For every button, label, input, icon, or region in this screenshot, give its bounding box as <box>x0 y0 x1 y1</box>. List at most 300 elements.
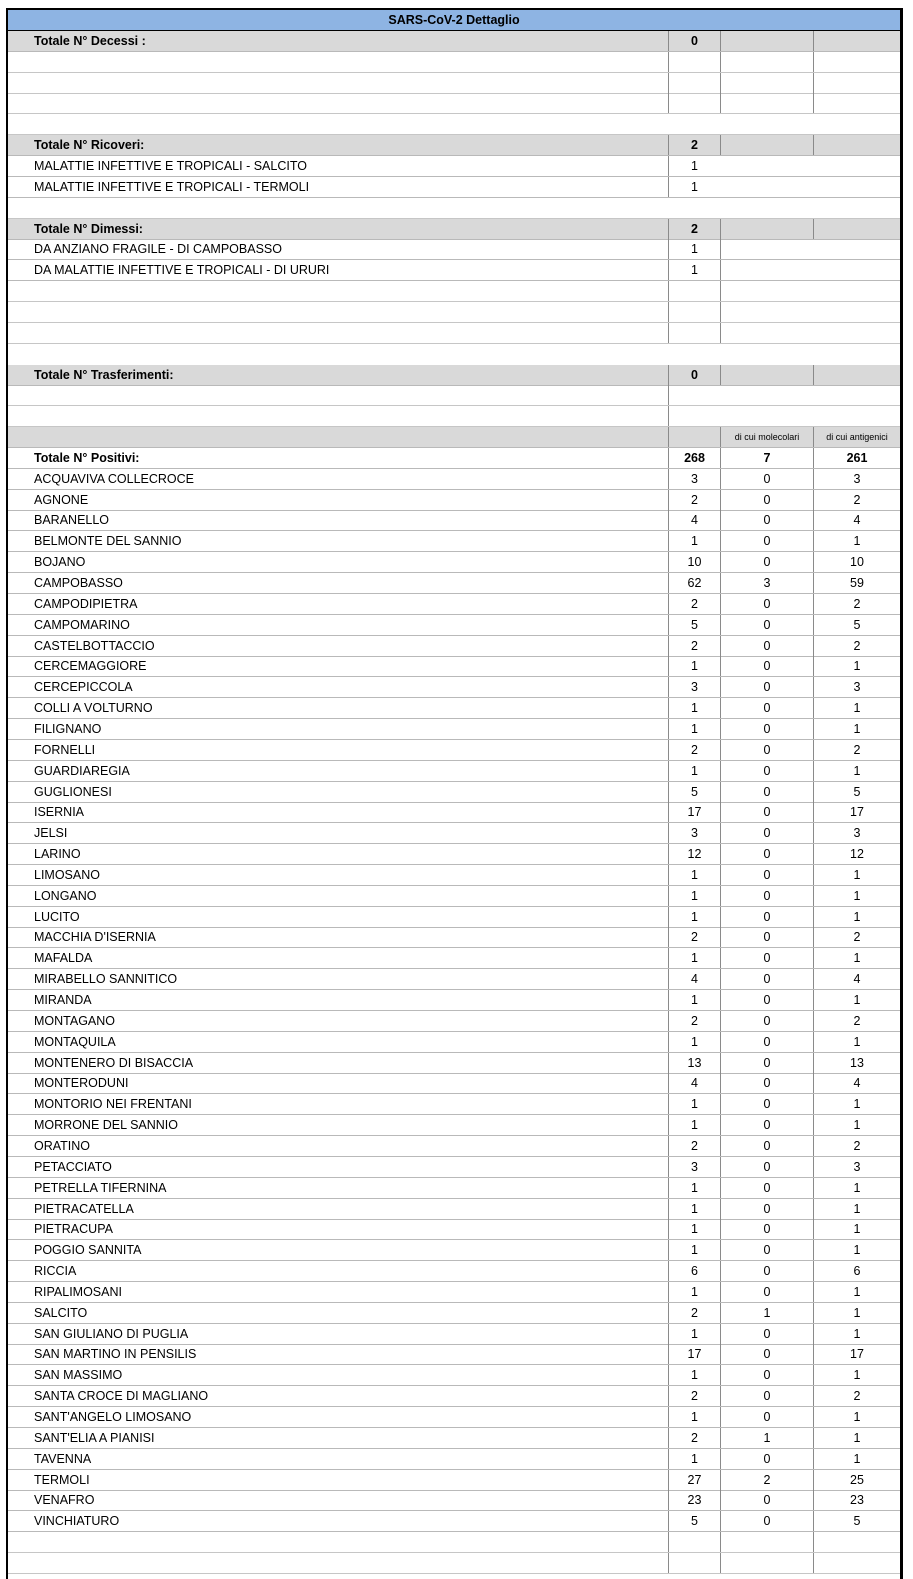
comune-molecolari[interactable]: 0 <box>720 907 813 927</box>
row-antigenici[interactable] <box>813 52 900 72</box>
comune-name[interactable]: CAMPODIPIETRA <box>34 596 138 611</box>
comune-total[interactable]: 1 <box>668 1449 720 1469</box>
comune-total[interactable]: 2 <box>668 594 720 614</box>
comune-total[interactable]: 1 <box>668 1240 720 1260</box>
row-molecolari[interactable] <box>720 52 813 72</box>
comune-molecolari[interactable]: 0 <box>720 698 813 718</box>
comune-molecolari[interactable]: 0 <box>720 865 813 885</box>
comune-antigenici[interactable]: 4 <box>813 969 900 989</box>
comune-name[interactable]: MONTERODUNI <box>34 1076 129 1091</box>
comune-molecolari[interactable]: 0 <box>720 1199 813 1219</box>
comune-name[interactable]: GUARDIAREGIA <box>34 763 130 778</box>
trasferimenti-total[interactable]: 0 <box>668 365 720 385</box>
comune-antigenici[interactable]: 2 <box>813 594 900 614</box>
comune-name[interactable]: AGNONE <box>34 492 89 507</box>
comune-total[interactable]: 6 <box>668 1261 720 1281</box>
comune-total[interactable]: 2 <box>668 1011 720 1031</box>
decessi-label[interactable]: Totale N° Decessi : <box>34 33 146 48</box>
row-label[interactable] <box>34 427 668 447</box>
comune-antigenici[interactable]: 1 <box>813 1303 900 1323</box>
comune-molecolari[interactable]: 0 <box>720 615 813 635</box>
comune-antigenici[interactable]: 1 <box>813 1449 900 1469</box>
dimessi-item-row <box>8 239 900 260</box>
comune-total[interactable]: 17 <box>668 802 720 822</box>
row-label[interactable] <box>34 385 668 405</box>
row-molecolari[interactable] <box>720 365 813 385</box>
row-antigenici[interactable] <box>813 219 900 239</box>
comune-name[interactable]: COLLI A VOLTURNO <box>34 701 153 716</box>
row-total[interactable] <box>668 93 720 113</box>
row-label[interactable] <box>34 302 668 322</box>
row-label[interactable] <box>34 1553 668 1573</box>
row-total[interactable] <box>668 1553 720 1573</box>
comune-antigenici[interactable]: 23 <box>813 1490 900 1510</box>
comune-row <box>8 1386 900 1407</box>
comune-total[interactable]: 3 <box>668 823 720 843</box>
comune-antigenici[interactable]: 1 <box>813 761 900 781</box>
row-molecolari[interactable] <box>720 302 813 322</box>
comune-molecolari[interactable]: 0 <box>720 636 813 656</box>
comune-total[interactable]: 2 <box>668 636 720 656</box>
comune-molecolari[interactable]: 0 <box>720 1344 813 1364</box>
comune-total[interactable]: 27 <box>668 1470 720 1490</box>
comune-molecolari[interactable]: 0 <box>720 531 813 551</box>
comune-molecolari[interactable]: 0 <box>720 1511 813 1531</box>
comune-row <box>8 469 900 490</box>
row-total[interactable] <box>668 323 720 343</box>
comune-antigenici[interactable]: 4 <box>813 1073 900 1093</box>
positivi-molecolari[interactable]: 7 <box>720 448 813 468</box>
trasferimenti-label[interactable]: Totale N° Trasferimenti: <box>34 367 174 382</box>
comune-molecolari[interactable]: 0 <box>720 656 813 676</box>
comune-name[interactable]: VINCHIATURO <box>34 1514 120 1529</box>
comune-row <box>8 1157 900 1178</box>
comune-total[interactable]: 5 <box>668 782 720 802</box>
comune-antigenici[interactable]: 4 <box>813 510 900 530</box>
comune-name[interactable]: LUCITO <box>34 909 80 924</box>
comune-molecolari[interactable]: 0 <box>720 677 813 697</box>
row-label[interactable]: MALATTIE INFETTIVE E TROPICALI - SALCITO <box>34 158 307 173</box>
comune-molecolari[interactable]: 0 <box>720 1136 813 1156</box>
comune-molecolari[interactable]: 0 <box>720 1490 813 1510</box>
comune-molecolari[interactable]: 0 <box>720 990 813 1010</box>
comune-name[interactable]: VENAFRO <box>34 1493 95 1508</box>
comune-total[interactable]: 1 <box>668 1282 720 1302</box>
empty-row <box>8 281 900 302</box>
comune-total[interactable]: 10 <box>668 552 720 572</box>
positivi-antigenici[interactable]: 261 <box>813 448 900 468</box>
comune-total[interactable]: 1 <box>668 1094 720 1114</box>
comune-total[interactable]: 1 <box>668 886 720 906</box>
comune-molecolari[interactable]: 0 <box>720 552 813 572</box>
comune-name[interactable]: GUGLIONESI <box>34 784 112 799</box>
comune-total[interactable]: 13 <box>668 1053 720 1073</box>
comune-antigenici[interactable]: 2 <box>813 490 900 510</box>
row-total[interactable] <box>668 385 720 405</box>
comune-total[interactable]: 62 <box>668 573 720 593</box>
comune-name[interactable]: POGGIO SANNITA <box>34 1243 142 1258</box>
comune-antigenici[interactable]: 25 <box>813 1470 900 1490</box>
comune-antigenici[interactable]: 1 <box>813 719 900 739</box>
row-label[interactable] <box>34 73 668 93</box>
row-molecolari[interactable] <box>720 1532 813 1552</box>
comune-name[interactable]: FORNELLI <box>34 742 96 757</box>
comune-name[interactable]: RIPALIMOSANI <box>34 1284 122 1299</box>
title-row <box>8 10 900 31</box>
comune-name[interactable]: CAMPOBASSO <box>34 576 123 590</box>
comune-name[interactable]: PETRELLA TIFERNINA <box>34 1180 167 1195</box>
row-total[interactable] <box>668 302 720 322</box>
comune-total[interactable]: 5 <box>668 1511 720 1531</box>
comune-antigenici[interactable]: 1 <box>813 948 900 968</box>
comune-antigenici[interactable]: 10 <box>813 552 900 572</box>
comune-name[interactable]: BOJANO <box>34 555 86 570</box>
comune-antigenici[interactable]: 1 <box>813 531 900 551</box>
comune-antigenici[interactable]: 1 <box>813 1282 900 1302</box>
comune-total[interactable]: 1 <box>668 719 720 739</box>
decessi-total[interactable]: 0 <box>668 31 720 51</box>
comune-name[interactable]: SANT'ANGELO LIMOSANO <box>34 1409 192 1424</box>
comune-antigenici[interactable]: 1 <box>813 1240 900 1260</box>
row-molecolari[interactable] <box>720 93 813 113</box>
comune-antigenici[interactable]: 2 <box>813 636 900 656</box>
comune-molecolari[interactable]: 0 <box>720 948 813 968</box>
row-molecolari[interactable] <box>720 1553 813 1573</box>
row-total[interactable]: 1 <box>668 156 720 176</box>
comune-name[interactable]: CERCEMAGGIORE <box>34 659 147 674</box>
comune-name[interactable]: BELMONTE DEL SANNIO <box>34 534 182 549</box>
comune-total[interactable]: 4 <box>668 1073 720 1093</box>
comune-antigenici[interactable]: 3 <box>813 823 900 843</box>
comune-name[interactable]: PIETRACATELLA <box>34 1201 134 1216</box>
comune-name[interactable]: SALCITO <box>34 1305 88 1320</box>
comune-antigenici[interactable]: 1 <box>813 907 900 927</box>
comune-total[interactable]: 1 <box>668 865 720 885</box>
row-antigenici[interactable] <box>813 1553 900 1573</box>
comune-antigenici[interactable]: 6 <box>813 1261 900 1281</box>
row-total[interactable] <box>668 52 720 72</box>
comune-name[interactable]: SANTA CROCE DI MAGLIANO <box>34 1389 209 1404</box>
comune-row <box>8 1282 900 1303</box>
row-label[interactable] <box>34 1532 668 1552</box>
comune-antigenici[interactable]: 1 <box>813 1365 900 1385</box>
comune-total[interactable]: 5 <box>668 615 720 635</box>
comune-total[interactable]: 2 <box>668 1428 720 1448</box>
comune-antigenici[interactable]: 1 <box>813 656 900 676</box>
comune-antigenici[interactable]: 1 <box>813 1094 900 1114</box>
row-total[interactable]: 1 <box>668 260 720 280</box>
dimessi-label[interactable]: Totale N° Dimessi: <box>34 221 143 236</box>
comune-row <box>8 1240 900 1261</box>
comune-total[interactable]: 1 <box>668 698 720 718</box>
empty-row <box>8 73 900 94</box>
comune-molecolari[interactable]: 0 <box>720 1324 813 1344</box>
comune-antigenici[interactable]: 2 <box>813 1386 900 1406</box>
row-antigenici[interactable] <box>813 31 900 51</box>
comune-molecolari[interactable]: 0 <box>720 490 813 510</box>
positivi-total[interactable]: 268 <box>668 448 720 468</box>
comune-total[interactable]: 2 <box>668 1136 720 1156</box>
comune-molecolari[interactable]: 1 <box>720 1428 813 1448</box>
comune-name[interactable]: MIRABELLO SANNITICO <box>34 972 178 987</box>
comune-antigenici[interactable]: 1 <box>813 865 900 885</box>
comune-name[interactable]: CAMPOMARINO <box>34 617 130 632</box>
comune-name[interactable]: MORRONE DEL SANNIO <box>34 1118 179 1133</box>
comune-molecolari[interactable]: 0 <box>720 469 813 489</box>
row-molecolari[interactable] <box>720 281 813 301</box>
comune-total[interactable]: 1 <box>668 761 720 781</box>
row-label[interactable] <box>34 198 668 218</box>
row-label[interactable] <box>34 114 668 134</box>
comune-antigenici[interactable]: 3 <box>813 469 900 489</box>
comune-total[interactable]: 1 <box>668 990 720 1010</box>
ricoveri-total[interactable]: 2 <box>668 135 720 155</box>
comune-antigenici[interactable]: 1 <box>813 1178 900 1198</box>
comune-total[interactable]: 23 <box>668 1490 720 1510</box>
comune-molecolari[interactable]: 0 <box>720 1032 813 1052</box>
comune-name[interactable]: MONTORIO NEI FRENTANI <box>34 1097 192 1112</box>
comune-antigenici[interactable]: 1 <box>813 1407 900 1427</box>
comune-row <box>8 1032 900 1053</box>
row-antigenici[interactable] <box>813 365 900 385</box>
comune-name[interactable]: SAN MASSIMO <box>34 1368 123 1383</box>
comune-antigenici[interactable]: 1 <box>813 698 900 718</box>
row-label[interactable]: MALATTIE INFETTIVE E TROPICALI - TERMOLI <box>34 179 310 194</box>
comune-name[interactable]: ORATINO <box>34 1138 91 1153</box>
comune-name[interactable]: JELSI <box>34 826 68 841</box>
comune-total[interactable]: 4 <box>668 969 720 989</box>
row-label[interactable]: DA MALATTIE INFETTIVE E TROPICALI - DI URURI <box>34 263 330 278</box>
comune-antigenici[interactable]: 1 <box>813 1428 900 1448</box>
comune-name[interactable]: MONTENERO DI BISACCIA <box>34 1055 194 1070</box>
comune-molecolari[interactable]: 0 <box>720 844 813 864</box>
row-label[interactable] <box>34 52 668 72</box>
comune-total[interactable]: 2 <box>668 1303 720 1323</box>
comune-antigenici[interactable]: 12 <box>813 844 900 864</box>
col-header-antigenici[interactable]: di cui antigenici <box>813 427 900 447</box>
comune-antigenici[interactable]: 3 <box>813 677 900 697</box>
comune-molecolari[interactable]: 0 <box>720 761 813 781</box>
comune-antigenici[interactable]: 1 <box>813 1032 900 1052</box>
empty-row <box>8 1553 900 1574</box>
row-total[interactable]: 1 <box>668 239 720 259</box>
comune-antigenici[interactable]: 17 <box>813 802 900 822</box>
comune-total[interactable]: 1 <box>668 1032 720 1052</box>
comune-row <box>8 573 900 594</box>
row-molecolari[interactable] <box>720 219 813 239</box>
comune-antigenici[interactable]: 1 <box>813 1324 900 1344</box>
comune-total[interactable]: 1 <box>668 1365 720 1385</box>
comune-molecolari[interactable]: 3 <box>720 573 813 593</box>
comune-row <box>8 1136 900 1157</box>
comune-total[interactable]: 1 <box>668 1407 720 1427</box>
row-total[interactable] <box>668 1532 720 1552</box>
comune-row <box>8 615 900 636</box>
comune-molecolari[interactable]: 0 <box>720 886 813 906</box>
comune-name[interactable]: LIMOSANO <box>34 867 100 882</box>
row-antigenici[interactable] <box>813 73 900 93</box>
comune-total[interactable]: 4 <box>668 510 720 530</box>
positivi-label[interactable]: Totale N° Positivi: <box>34 450 140 465</box>
row-label[interactable] <box>34 323 668 343</box>
ricoveri-label[interactable]: Totale N° Ricoveri: <box>34 138 145 153</box>
row-molecolari[interactable] <box>720 31 813 51</box>
row-total[interactable] <box>668 281 720 301</box>
comune-name[interactable]: FILIGNANO <box>34 721 102 736</box>
row-molecolari[interactable] <box>720 323 813 343</box>
comune-total[interactable]: 1 <box>668 1324 720 1344</box>
row-total[interactable] <box>668 406 720 426</box>
comune-molecolari[interactable]: 0 <box>720 1386 813 1406</box>
comune-antigenici[interactable]: 2 <box>813 927 900 947</box>
comune-row <box>8 761 900 782</box>
comune-name[interactable]: MONTAQUILA <box>34 1034 116 1049</box>
row-molecolari[interactable] <box>720 260 813 280</box>
comune-name[interactable]: LARINO <box>34 847 81 861</box>
comune-molecolari[interactable]: 0 <box>720 823 813 843</box>
comune-name[interactable]: PETACCIATO <box>34 1159 112 1174</box>
comune-row <box>8 1094 900 1115</box>
col-header-molecolari[interactable]: di cui molecolari <box>720 427 813 447</box>
comune-name[interactable]: CERCEPICCOLA <box>34 680 133 695</box>
comune-name[interactable]: RICCIA <box>34 1264 77 1278</box>
comune-antigenici[interactable]: 59 <box>813 573 900 593</box>
comune-row <box>8 1011 900 1032</box>
comune-molecolari[interactable]: 0 <box>720 594 813 614</box>
comune-total[interactable]: 17 <box>668 1344 720 1364</box>
comune-row <box>8 552 900 573</box>
comune-molecolari[interactable]: 0 <box>720 1261 813 1281</box>
comune-row <box>8 656 900 677</box>
comune-molecolari[interactable]: 0 <box>720 719 813 739</box>
comune-total[interactable]: 2 <box>668 927 720 947</box>
row-total[interactable] <box>668 427 720 447</box>
comune-total[interactable]: 1 <box>668 948 720 968</box>
comune-antigenici[interactable]: 5 <box>813 615 900 635</box>
comune-name[interactable]: CASTELBOTTACCIO <box>34 638 155 653</box>
comune-total[interactable]: 3 <box>668 1157 720 1177</box>
comune-antigenici[interactable]: 2 <box>813 740 900 760</box>
row-antigenici[interactable] <box>813 1532 900 1552</box>
row-molecolari[interactable] <box>720 73 813 93</box>
comune-molecolari[interactable]: 0 <box>720 782 813 802</box>
comune-antigenici[interactable]: 1 <box>813 1199 900 1219</box>
row-label[interactable] <box>34 344 668 364</box>
comune-name[interactable]: ISERNIA <box>34 805 85 820</box>
comune-total[interactable]: 2 <box>668 740 720 760</box>
comune-molecolari[interactable]: 0 <box>720 1282 813 1302</box>
comune-total[interactable]: 3 <box>668 677 720 697</box>
comune-molecolari[interactable]: 0 <box>720 1365 813 1385</box>
comune-antigenici[interactable]: 13 <box>813 1053 900 1073</box>
comune-total[interactable]: 1 <box>668 531 720 551</box>
comune-molecolari[interactable]: 0 <box>720 740 813 760</box>
comune-molecolari[interactable]: 0 <box>720 1178 813 1198</box>
comune-molecolari[interactable]: 0 <box>720 1011 813 1031</box>
comune-molecolari[interactable]: 2 <box>720 1470 813 1490</box>
comune-name[interactable]: TAVENNA <box>34 1451 92 1466</box>
comune-molecolari[interactable]: 0 <box>720 802 813 822</box>
row-total[interactable]: 1 <box>668 177 720 197</box>
comune-molecolari[interactable]: 0 <box>720 1219 813 1239</box>
comune-molecolari[interactable]: 0 <box>720 1449 813 1469</box>
comune-molecolari[interactable]: 0 <box>720 1157 813 1177</box>
comune-row <box>8 907 900 928</box>
empty-row <box>8 344 900 365</box>
comune-total[interactable]: 12 <box>668 844 720 864</box>
comune-antigenici[interactable]: 5 <box>813 782 900 802</box>
comune-name[interactable]: SANT'ELIA A PIANISI <box>34 1430 155 1445</box>
comune-total[interactable]: 2 <box>668 1386 720 1406</box>
comune-total[interactable]: 3 <box>668 469 720 489</box>
comune-total[interactable]: 1 <box>668 1199 720 1219</box>
row-antigenici[interactable] <box>813 135 900 155</box>
comune-antigenici[interactable]: 1 <box>813 990 900 1010</box>
comune-molecolari[interactable]: 0 <box>720 1094 813 1114</box>
comune-molecolari[interactable]: 0 <box>720 1407 813 1427</box>
trasferimenti-header-row <box>8 365 900 386</box>
comune-molecolari[interactable]: 0 <box>720 927 813 947</box>
comune-total[interactable]: 1 <box>668 907 720 927</box>
comune-name[interactable]: MONTAGANO <box>34 1013 116 1028</box>
comune-total[interactable]: 2 <box>668 490 720 510</box>
comune-total[interactable]: 1 <box>668 1178 720 1198</box>
comune-name[interactable]: BARANELLO <box>34 513 110 528</box>
comune-row <box>8 1490 900 1511</box>
comune-name[interactable]: PIETRACUPA <box>34 1222 113 1237</box>
comune-name[interactable]: LONGANO <box>34 888 97 903</box>
dimessi-total[interactable]: 2 <box>668 219 720 239</box>
comune-molecolari[interactable]: 1 <box>720 1303 813 1323</box>
row-label[interactable] <box>34 406 668 426</box>
comune-antigenici[interactable]: 1 <box>813 1115 900 1135</box>
comune-row <box>8 948 900 969</box>
row-label[interactable] <box>34 281 668 301</box>
comune-molecolari[interactable]: 0 <box>720 510 813 530</box>
comune-molecolari[interactable]: 0 <box>720 1115 813 1135</box>
comune-total[interactable]: 1 <box>668 1115 720 1135</box>
comune-antigenici[interactable]: 2 <box>813 1136 900 1156</box>
comune-name[interactable]: SAN GIULIANO DI PUGLIA <box>34 1326 189 1341</box>
comune-antigenici[interactable]: 17 <box>813 1344 900 1364</box>
comune-name[interactable]: ACQUAVIVA COLLECROCE <box>34 471 194 486</box>
row-molecolari[interactable] <box>720 135 813 155</box>
comune-molecolari[interactable]: 0 <box>720 1053 813 1073</box>
comune-antigenici[interactable]: 3 <box>813 1157 900 1177</box>
comune-name[interactable]: MACCHIA D'ISERNIA <box>34 930 156 945</box>
comune-molecolari[interactable]: 0 <box>720 969 813 989</box>
comune-antigenici[interactable]: 5 <box>813 1511 900 1531</box>
comune-name[interactable]: MAFALDA <box>34 951 93 966</box>
row-antigenici[interactable] <box>813 93 900 113</box>
row-label[interactable]: DA ANZIANO FRAGILE - DI CAMPOBASSO <box>34 242 282 257</box>
comune-molecolari[interactable]: 0 <box>720 1240 813 1260</box>
row-total[interactable] <box>668 73 720 93</box>
comune-antigenici[interactable]: 1 <box>813 1219 900 1239</box>
row-label[interactable] <box>34 93 668 113</box>
empty-row <box>8 198 900 219</box>
comune-name[interactable]: SAN MARTINO IN PENSILIS <box>34 1347 197 1362</box>
comune-molecolari[interactable]: 0 <box>720 1073 813 1093</box>
comune-name[interactable]: TERMOLI <box>34 1472 90 1487</box>
comune-total[interactable]: 1 <box>668 656 720 676</box>
comune-antigenici[interactable]: 1 <box>813 886 900 906</box>
comune-antigenici[interactable]: 2 <box>813 1011 900 1031</box>
comune-total[interactable]: 1 <box>668 1219 720 1239</box>
comune-row <box>8 1407 900 1428</box>
row-molecolari[interactable] <box>720 239 813 259</box>
comune-name[interactable]: MIRANDA <box>34 993 92 1007</box>
